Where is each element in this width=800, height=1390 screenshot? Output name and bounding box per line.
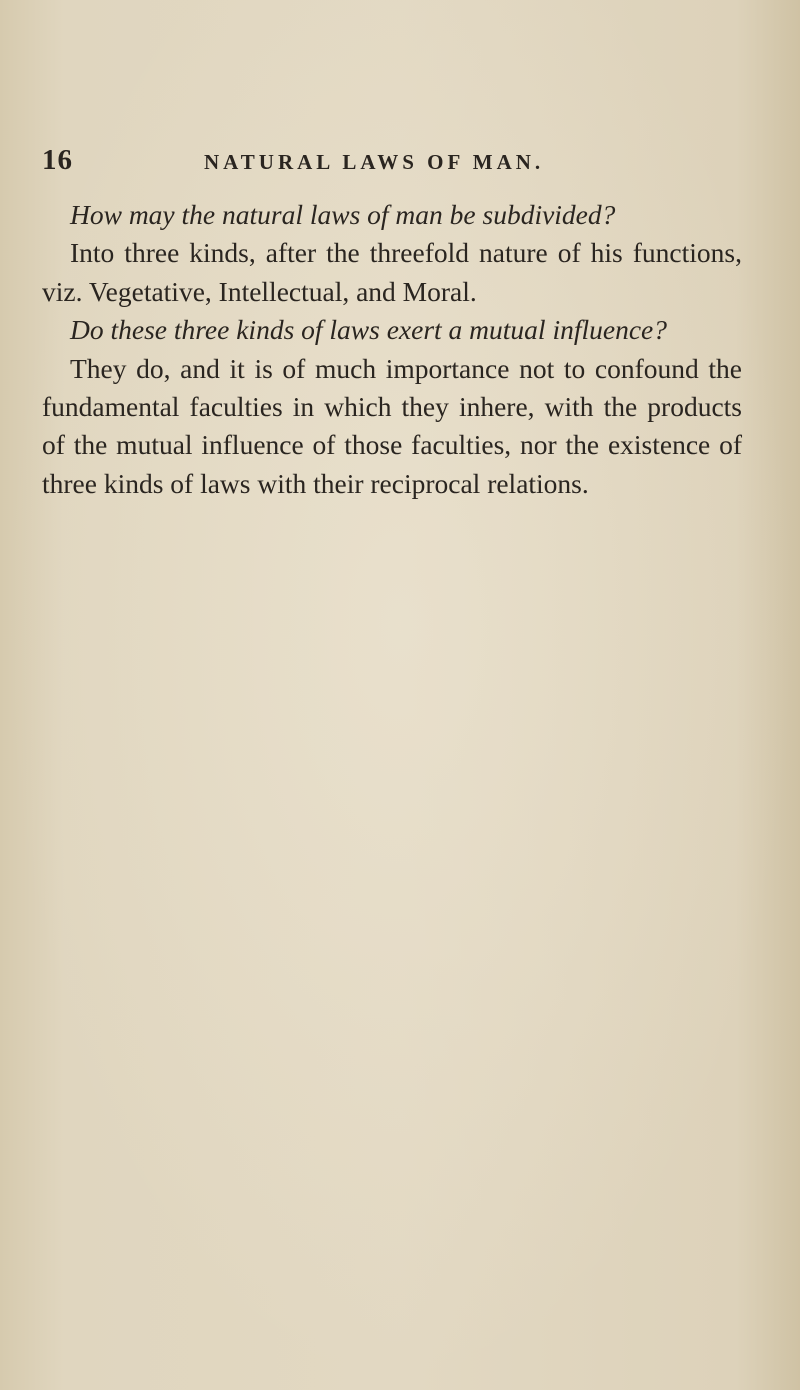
question-1: How may the natural laws of man be subdivided?: [70, 199, 616, 230]
page-header: [42, 140, 742, 180]
answer-1: Into three kinds, after the threefold nature of his functions, viz. Vegetative, Intellectual, and Moral.: [42, 237, 742, 307]
page-number: 16: [42, 144, 73, 176]
answer-2: They do, and it is of much importance not to confound the fundamental faculties in which they inhere, with the products of the mutual influence of those faculties, nor the existence of three kinds of laws with their reciprocal relations.: [42, 352, 742, 499]
question-2: Do these three kinds of laws exert a mutual influence?: [70, 314, 667, 346]
running-head: NATURAL LAWS OF MAN.: [204, 150, 545, 174]
body-text: [42, 196, 742, 503]
